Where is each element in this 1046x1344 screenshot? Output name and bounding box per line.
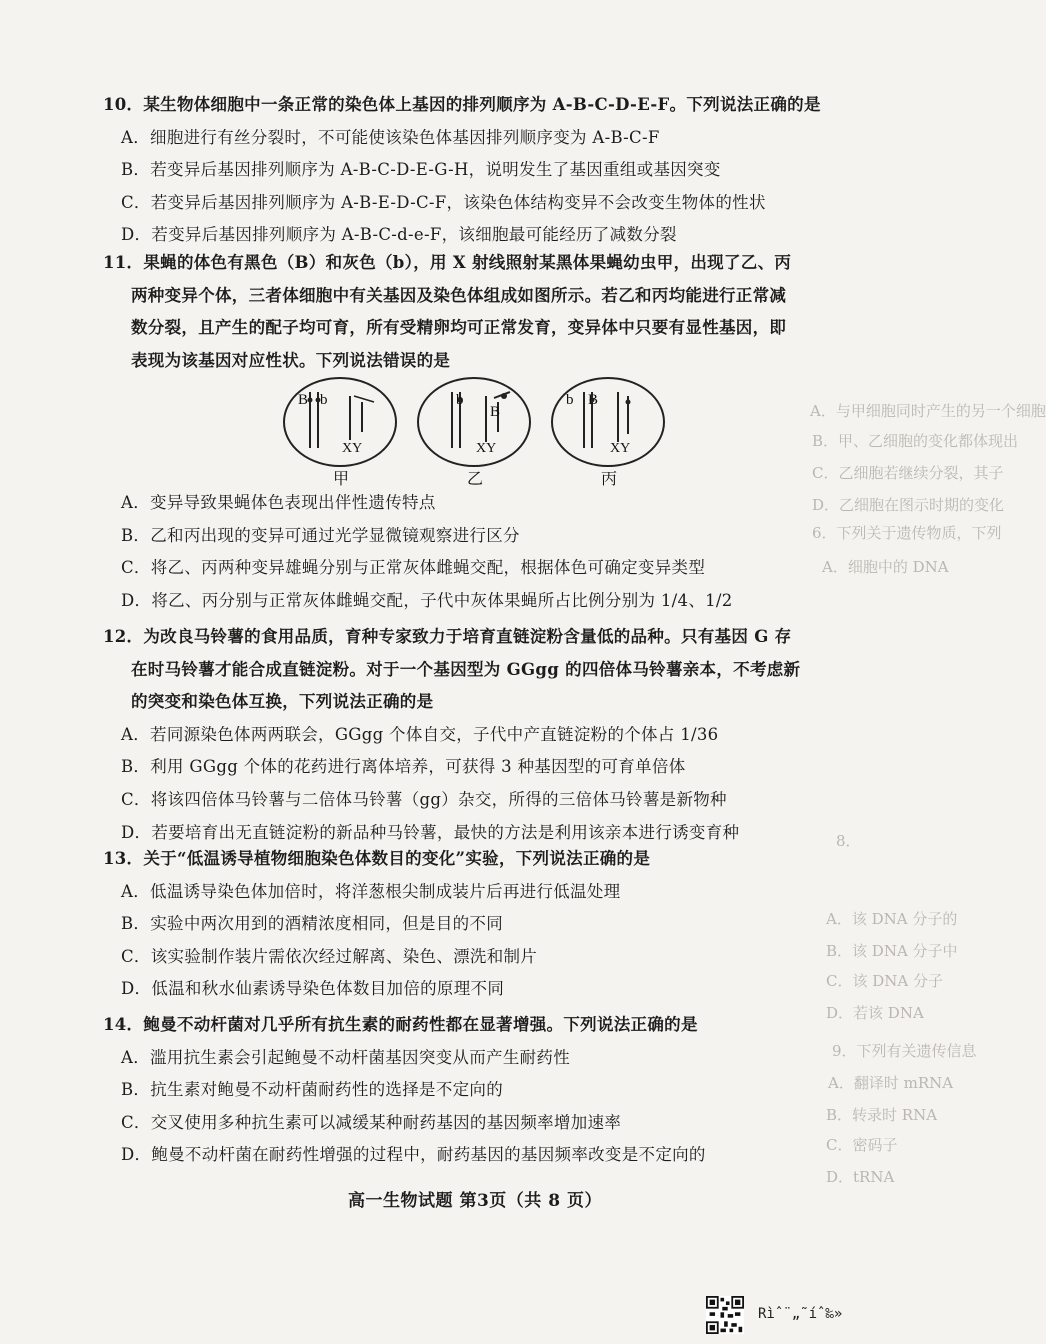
gene-label: B: [490, 404, 501, 420]
question-stem-line: 14．鲍曼不动杆菌对几乎所有抗生素的耐药性都在显著增强。下列说法正确的是: [103, 1015, 698, 1034]
bleed-through-text: A．翻译时 mRNA: [828, 1074, 954, 1092]
answer-option: C．将乙、丙两种变异雄蝇分别与正常灰体雌蝇交配，根据体色可确定变异类型: [121, 558, 706, 578]
sex-chromosome-label: XY: [342, 441, 363, 456]
sex-chromosome-label: XY: [610, 441, 631, 456]
answer-option: B．实验中两次用到的酒精浓度相同，但是目的不同: [121, 914, 504, 934]
answer-option: D．鲍曼不动杆菌在耐药性增强的过程中，耐药基因的基因频率改变是不定向的: [121, 1145, 706, 1165]
bleed-through-text: C．密码子: [826, 1136, 898, 1154]
bleed-through-text: D．tRNA: [826, 1168, 895, 1186]
answer-option: D．若变异后基因排列顺序为 A-B-C-d-e-F，该细胞最可能经历了减数分裂: [121, 225, 677, 245]
bleed-through-text: 8．: [836, 832, 861, 850]
bleed-through-text: B．甲、乙细胞的变化都体现出: [812, 432, 1019, 450]
answer-option: C．若变异后基因排列顺序为 A-B-E-D-C-F，该染色体结构变异不会改变生物体的性状: [121, 192, 766, 212]
answer-option: A．细胞进行有丝分裂时，不可能使该染色体基因排列顺序变为 A-B-C-F: [121, 127, 660, 147]
answer-option: B．抗生素对鲍曼不动杆菌耐药性的选择是不定向的: [121, 1080, 504, 1100]
question-stem-line: 两种变异个体，三者体细胞中有关基因及染色体组成如图所示。若乙和丙均能进行正常减: [131, 285, 787, 305]
bleed-through-text: B．该 DNA 分子中: [826, 942, 958, 960]
bleed-through-text: A．该 DNA 分子的: [826, 910, 958, 928]
bleed-through-text: 6．下列关于遗传物质，下列: [812, 524, 1002, 542]
question-stem-line: 表现为该基因对应性状。下列说法错误的是: [131, 350, 451, 370]
question-stem-line: 的突变和染色体互换，下列说法正确的是: [131, 692, 434, 712]
page-footer: 高一生物试题 第3页（共 8 页）: [348, 1191, 602, 1211]
question-stem-line: 在时马铃薯才能合成直链淀粉。对于一个基因型为 GGgg 的四倍体马铃薯亲本，不考虑新: [131, 659, 801, 679]
bleed-through-text: A．与甲细胞同时产生的另一个细胞: [810, 402, 1046, 420]
answer-option: A．变异导致果蝇体色表现出伴性遗传特点: [121, 493, 436, 512]
gene-label: B: [298, 392, 309, 408]
question-stem-line: 10．某生物体细胞中一条正常的染色体上基因的排列顺序为 A-B-C-D-E-F。下列说法正确的是: [103, 95, 821, 114]
answer-option: B．乙和丙出现的变异可通过光学显微镜观察进行区分: [121, 525, 520, 545]
cell-name-label: 甲: [333, 471, 350, 488]
answer-option: B．若变异后基因排列顺序为 A-B-C-D-E-G-H，说明发生了基因重组或基因突变: [121, 160, 721, 180]
question-stem-line: 数分裂，且产生的配子均可育，所有受精卵均可正常发育，变异体中只要有显性基因，即: [131, 318, 787, 338]
cell-name-label: 丙: [601, 471, 618, 488]
answer-option: C．该实验制作装片需依次经过解离、染色、漂洗和制片: [121, 946, 538, 966]
answer-option: A．低温诱导染色体加倍时，将洋葱根尖制成装片后再进行低温处理: [121, 881, 621, 901]
answer-option: B．利用 GGgg 个体的花药进行离体培养，可获得 3 种基因型的可育单倍体: [121, 757, 686, 777]
answer-option: C．交叉使用多种抗生素可以减缓某种耐药基因的基因频率增加速率: [121, 1112, 622, 1132]
answer-option: C．将该四倍体马铃薯与二倍体马铃薯（gg）杂交，所得的三倍体马铃薯是新物种: [121, 790, 727, 809]
chromosome-figure: [278, 372, 670, 490]
gene-label: b: [320, 392, 328, 408]
question-stem-line: 13．关于“低温诱导植物细胞染色体数目的变化”实验，下列说法正确的是: [103, 849, 651, 868]
answer-option: D．低温和秋水仙素诱导染色体数目加倍的原理不同: [121, 979, 505, 999]
bleed-through-text: C．该 DNA 分子: [826, 972, 943, 990]
bleed-through-text: C．乙细胞若继续分裂，其子: [812, 464, 1004, 482]
answer-option: A．滥用抗生素会引起鲍曼不动杆菌基因突变从而产生耐药性: [121, 1047, 571, 1067]
answer-option: A．若同源染色体两两联会，GGgg 个体自交，子代中产直链淀粉的个体占 1/36: [121, 724, 719, 744]
question-stem-line: 11．果蝇的体色有黑色（B）和灰色（b），用 X 射线照射某黑体果蝇幼虫甲，出现了乙、丙: [103, 253, 792, 272]
gene-label: B: [588, 392, 599, 408]
bleed-through-text: A．细胞中的 DNA: [822, 558, 949, 576]
scan-watermark: Rìˆ¨„˜íˆ‰»: [758, 1306, 843, 1322]
cell-name-label: 乙: [467, 471, 484, 488]
bleed-through-text: D．乙细胞在图示时期的变化: [812, 496, 1005, 514]
question-stem-line: 12．为改良马铃薯的食用品质，育种专家致力于培育直链淀粉含量低的品种。只有基因 G 存: [103, 627, 792, 646]
qr-code-icon: [706, 1296, 744, 1334]
sex-chromosome-label: XY: [476, 441, 497, 456]
gene-label: b: [566, 392, 574, 408]
bleed-through-text: D．若该 DNA: [826, 1004, 924, 1022]
cell-yi: [418, 378, 530, 466]
bleed-through-text: B．转录时 RNA: [826, 1106, 938, 1124]
bleed-through-text: 9．下列有关遗传信息: [832, 1042, 977, 1060]
answer-option: D．若要培育出无直链淀粉的新品种马铃薯，最快的方法是利用该亲本进行诱变育种: [121, 822, 740, 842]
answer-option: D．将乙、丙分别与正常灰体雌蝇交配，子代中灰体果蝇所占比例分别为 1/4、1/2: [121, 590, 733, 610]
gene-label: b: [456, 392, 464, 408]
